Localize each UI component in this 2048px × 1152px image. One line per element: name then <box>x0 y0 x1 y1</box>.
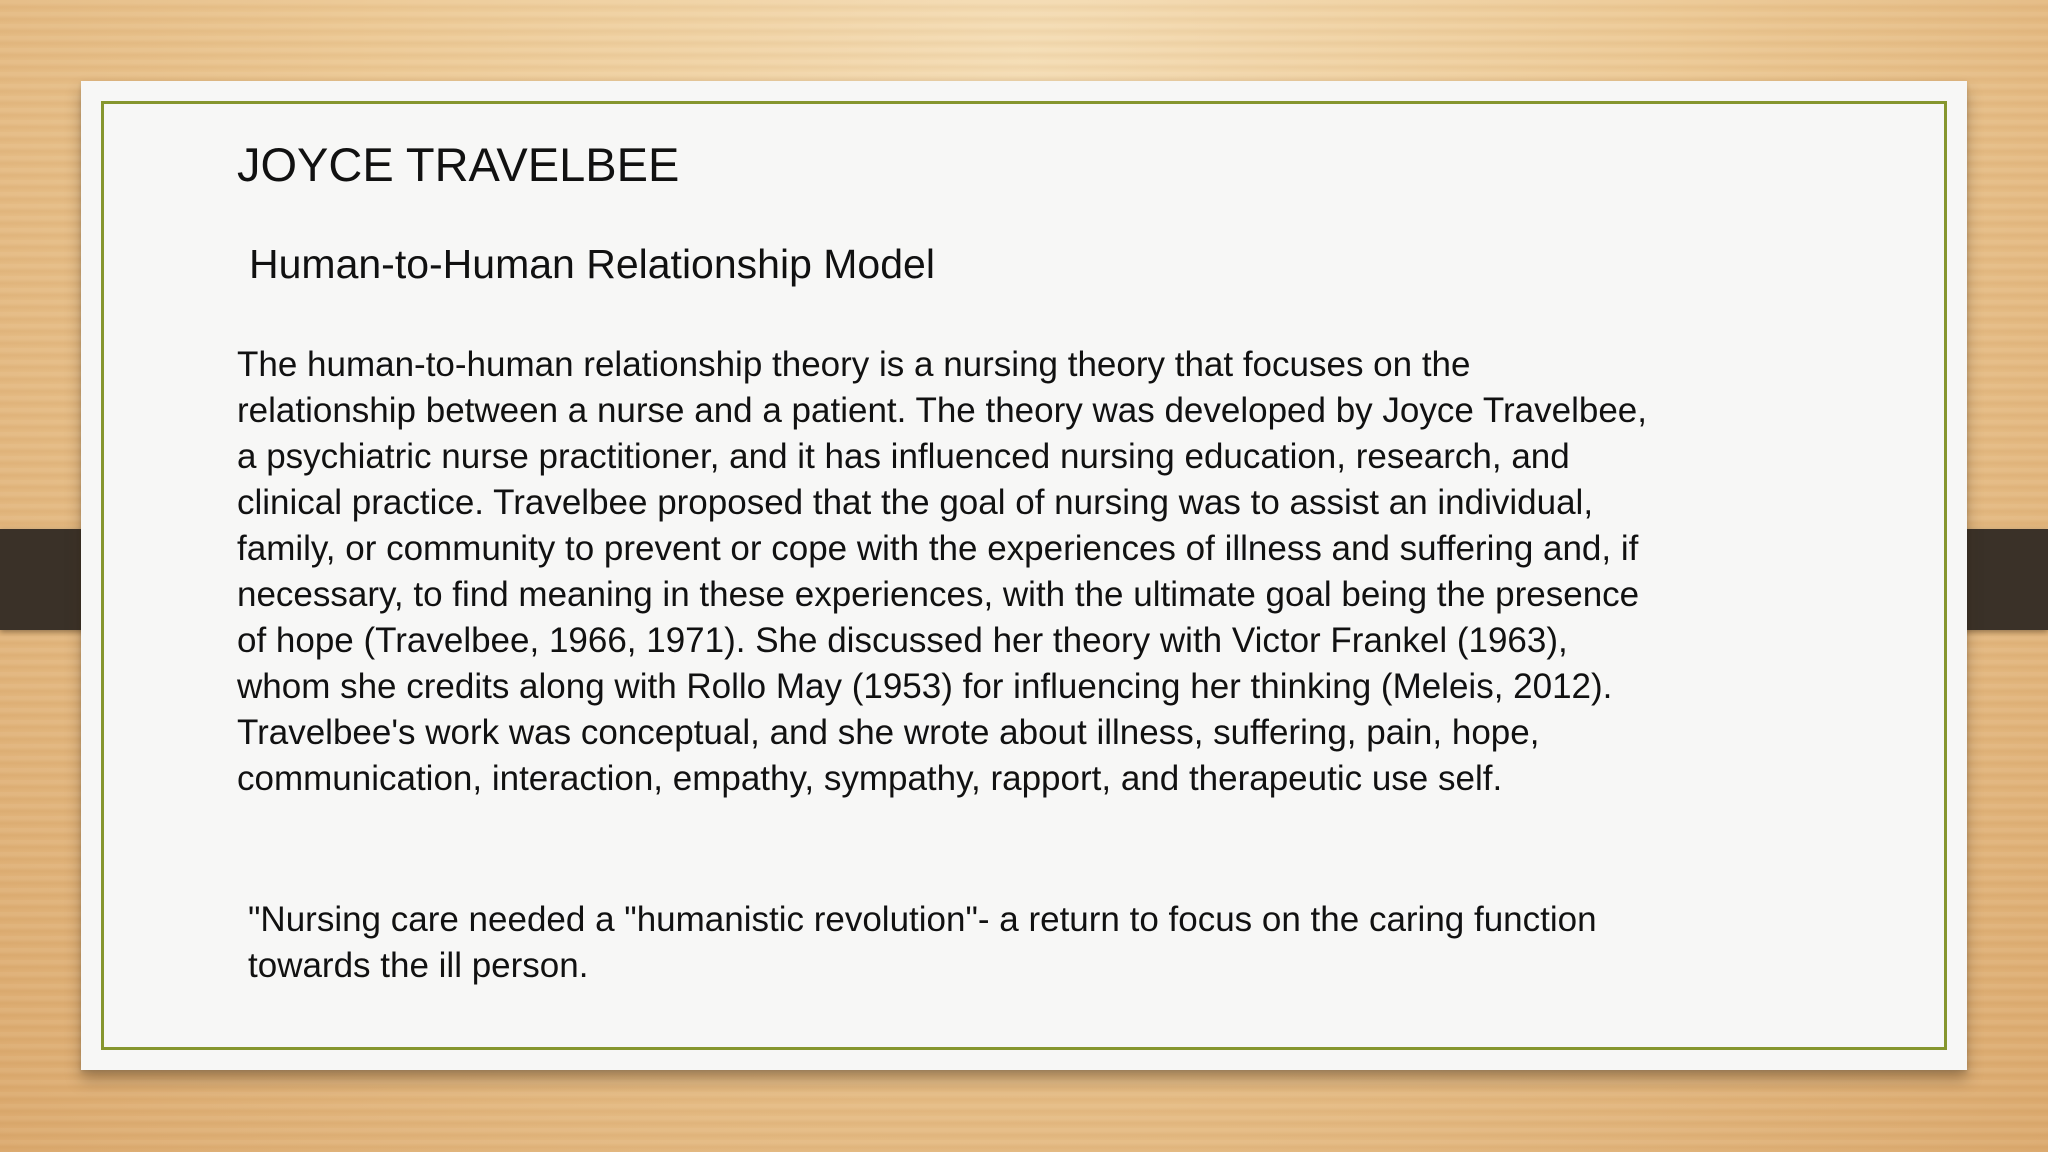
body-line: of hope (Travelbee, 1966, 1971). She discussed her theory with Victor Frankel (1963), <box>237 621 1568 660</box>
body-line: family, or community to prevent or cope with the experiences of illness and suffering and, if <box>237 529 1639 568</box>
quote-paragraph <box>248 897 1768 989</box>
body-line: whom she credits along with Rollo May (1953) for influencing her thinking (Meleis, 2012). <box>237 667 1613 706</box>
quote-line: towards the ill person. <box>248 946 589 985</box>
body-line: clinical practice. Travelbee proposed that the goal of nursing was to assist an individual, <box>237 483 1594 522</box>
body-line: The human-to-human relationship theory is a nursing theory that focuses on the <box>237 345 1471 384</box>
slide-title: JOYCE TRAVELBEE <box>237 138 680 191</box>
slide-subtitle: Human-to-Human Relationship Model <box>249 241 935 287</box>
body-line: necessary, to find meaning in these experiences, with the ultimate goal being the presence <box>237 575 1640 614</box>
body-paragraph <box>237 342 1797 802</box>
slide-card <box>81 81 1967 1070</box>
body-line: communication, interaction, empathy, sympathy, rapport, and therapeutic use self. <box>237 759 1503 798</box>
body-line: a psychiatric nurse practitioner, and it has influenced nursing education, research, and <box>237 437 1570 476</box>
quote-line: "Nursing care needed a "humanistic revolution"- a return to focus on the caring function <box>248 900 1597 939</box>
body-line: relationship between a nurse and a patient. The theory was developed by Joyce Travelbee, <box>237 391 1647 430</box>
body-line: Travelbee's work was conceptual, and she wrote about illness, suffering, pain, hope, <box>237 713 1540 752</box>
